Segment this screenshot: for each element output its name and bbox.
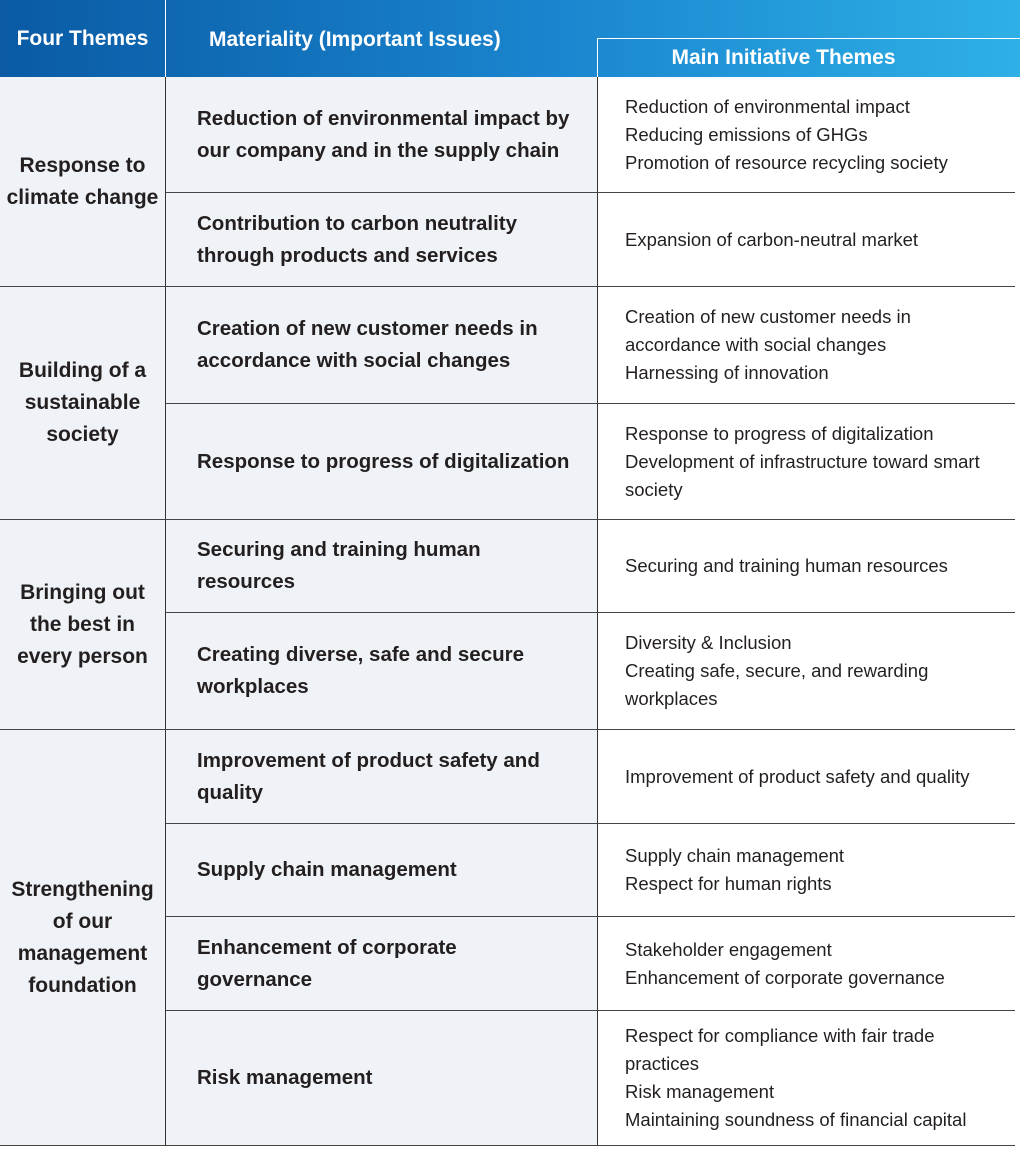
materiality-cell: Creation of new customer needs in accordance with social changes (166, 287, 597, 403)
initiative-item: Development of infrastructure toward smart society (625, 450, 980, 500)
materiality-cell: Improvement of product safety and quality (166, 730, 597, 823)
initiative-item: Creating safe, secure, and rewarding workplaces (625, 660, 929, 709)
initiatives-cell (598, 287, 1015, 403)
grid-line (597, 77, 598, 1145)
grid-line (0, 1145, 1015, 1146)
grid-line (166, 403, 1015, 404)
initiative-item: Reducing emissions of GHGs (625, 123, 868, 145)
header-four-themes: Four Themes (16, 26, 149, 50)
initiative-item: Creation of new customer needs in accordance with social changes (625, 306, 911, 355)
theme-cell: Building of a sustainable society (0, 287, 165, 519)
initiative-item: Reduction of environmental impact (625, 95, 910, 117)
theme-cell: Strengthening of our management foundation (0, 730, 165, 1145)
header-main-initiative-themes: Main Initiative Themes (671, 45, 896, 69)
header-divider (165, 0, 166, 77)
initiatives-cell (598, 730, 1015, 823)
initiatives-cell (598, 613, 1015, 729)
initiative-item: Respect for compliance with fair trade practices (625, 1025, 935, 1074)
grid-line (166, 192, 1015, 193)
initiatives-cell (598, 1011, 1015, 1145)
initiative-item: Maintaining soundness of financial capital (625, 1109, 967, 1130)
initiative-item: Stakeholder engagement (625, 938, 832, 960)
grid-line (166, 916, 1015, 917)
initiative-item: Respect for human rights (625, 873, 832, 894)
materiality-cell: Response to progress of digitalization (166, 404, 597, 519)
materiality-cell: Risk management (166, 1011, 597, 1145)
materiality-cell: Securing and training human resources (166, 520, 597, 612)
materiality-cell: Contribution to carbon neutrality through products and services (166, 193, 597, 286)
initiative-item: Securing and training human resources (625, 555, 948, 576)
header-materiality: Materiality (Important Issues) (209, 28, 501, 51)
grid-line (0, 286, 1015, 287)
grid-line (0, 519, 1015, 520)
initiatives-cell (598, 404, 1015, 519)
initiative-item: Diversity & Inclusion (625, 632, 792, 653)
theme-cell: Response to climate change (0, 77, 165, 286)
materiality-cell: Supply chain management (166, 824, 597, 916)
initiatives-cell (598, 193, 1015, 286)
grid-line (0, 729, 1015, 730)
initiative-item: Improvement of product safety and quality (625, 765, 970, 787)
initiatives-cell (598, 824, 1015, 916)
grid-line (166, 823, 1015, 824)
grid-line (165, 77, 166, 1145)
initiative-item: Response to progress of digitalization (625, 422, 934, 444)
table-header (0, 0, 1020, 77)
materiality-cell: Enhancement of corporate governance (166, 917, 597, 1010)
initiatives-cell (598, 520, 1015, 612)
initiative-item: Expansion of carbon-neutral market (625, 228, 919, 250)
theme-cell: Bringing out the best in every person (0, 520, 165, 729)
initiative-item: Supply chain management (625, 845, 845, 866)
initiative-item: Enhancement of corporate governance (625, 966, 945, 988)
materiality-cell: Reduction of environmental impact by our company and in the supply chain (166, 77, 597, 192)
grid-line (166, 1010, 1015, 1011)
initiative-item: Harnessing of innovation (625, 362, 829, 383)
initiatives-cell (598, 77, 1015, 192)
initiative-item: Risk management (625, 1081, 775, 1102)
initiative-item: Promotion of resource recycling society (625, 151, 948, 173)
grid-line (166, 612, 1015, 613)
initiatives-cell (598, 917, 1015, 1010)
materiality-cell: Creating diverse, safe and secure workplaces (166, 613, 597, 729)
